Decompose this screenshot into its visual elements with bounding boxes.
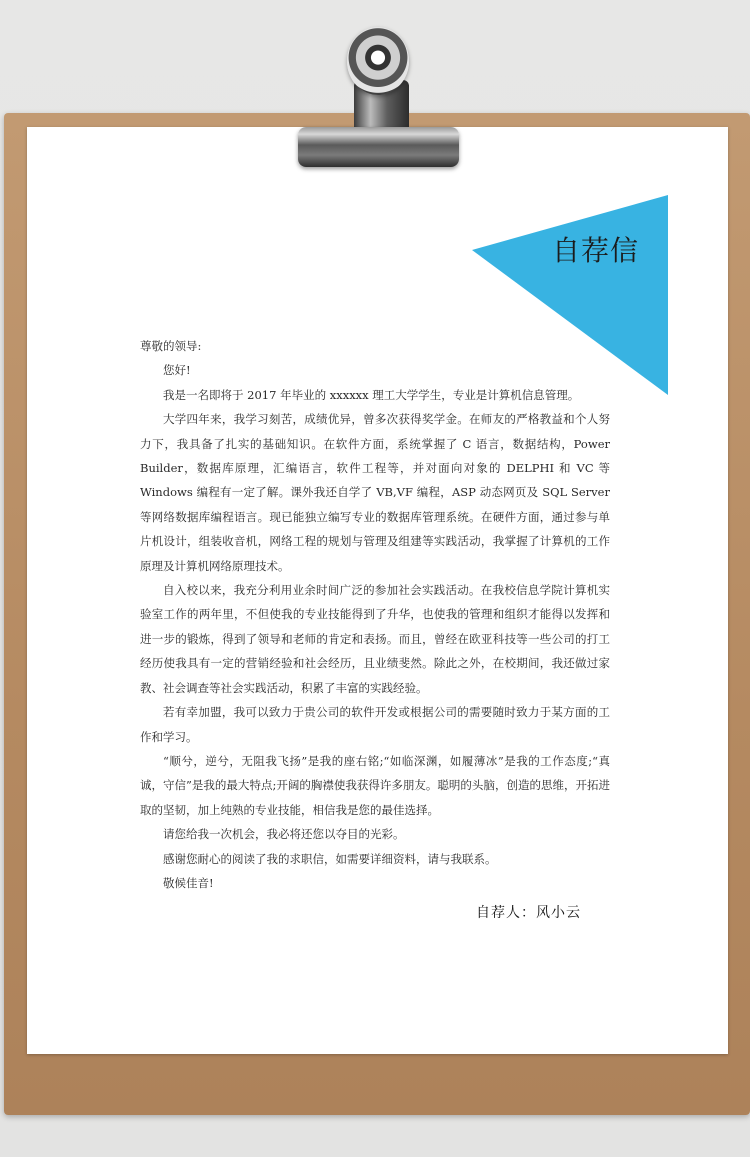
letter-paragraph: 敬候佳音! xyxy=(163,875,214,890)
letter-paragraph: 我是一名即将于 2017 年毕业的 xxxxxx 理工大学学生，专业是计算机信息管理。 xyxy=(163,387,580,402)
letter-paragraph: “顺兮，逆兮，无阻我飞扬”是我的座右铭;“如临深渊，如履薄冰”是我的工作态度;“真诚，守信”是我的最大特点;开阔的胸襟使我获得许多朋友。聪明的头脑，创造的思维，开拓进取的坚韧，加上纯熟的专业技能，相信我是您的最佳选择。 xyxy=(140,753,610,817)
letter-signature: 自荐人：风小云 xyxy=(476,905,581,921)
binder-clip-ring xyxy=(347,27,409,95)
letter-paragraph: 您好! xyxy=(163,363,191,378)
letter-body xyxy=(140,334,610,895)
letter-paragraph: 大学四年来，我学习刻苦，成绩优异，曾多次获得奖学金。在师友的严格教益和个人努力下，我具备了扎实的基础知识。在软件方面，系统掌握了 C 语言，数据结构，Power Builder，数据库原理，汇编语言，软件工程等，并对面向对象的 DELPHI 和 VC 等 Windows 编程有一定了解。课外我还自学了 VB,VF 编程，ASP 动态网页及 SQL Server 等网络数据库编程语言。现已能独立编写专业的数据库管理系统。在硬件方面，通过参与单片机设计，组装收音机，网络工程的规划与管理及组建等实践活动，我掌握了计算机的工作原理及计算机网络原理技术。 xyxy=(140,412,610,573)
letter-paragraph: 请您给我一次机会，我必将还您以夺目的光彩。 xyxy=(163,827,405,842)
binder-clip xyxy=(298,127,459,167)
letter-paragraph: 若有幸加盟，我可以致力于贵公司的软件开发或根据公司的需要随时致力于某方面的工作和学习。 xyxy=(140,705,610,744)
letter-title: 自荐信 xyxy=(552,234,640,267)
letter-paragraph: 自入校以来，我充分利用业余时间广泛的参加社会实践活动。在我校信息学院计算机实验室工作的两年里，不但使我的专业技能得到了升华，也使我的管理和组织才能得以发挥和进一步的锻炼，得到了领导和老师的肯定和表扬。而且，曾经在欧亚科技等一些公司的打工经历使我具有一定的营销经验和社会经历，且业绩斐然。除此之外，在校期间，我还做过家教、社会调查等社会实践活动，积累了丰富的实践经验。 xyxy=(140,583,610,695)
letter-salutation: 尊敬的领导: xyxy=(140,339,202,353)
letter-paragraph: 感谢您耐心的阅读了我的求职信，如需要详细资料，请与我联系。 xyxy=(163,851,497,866)
